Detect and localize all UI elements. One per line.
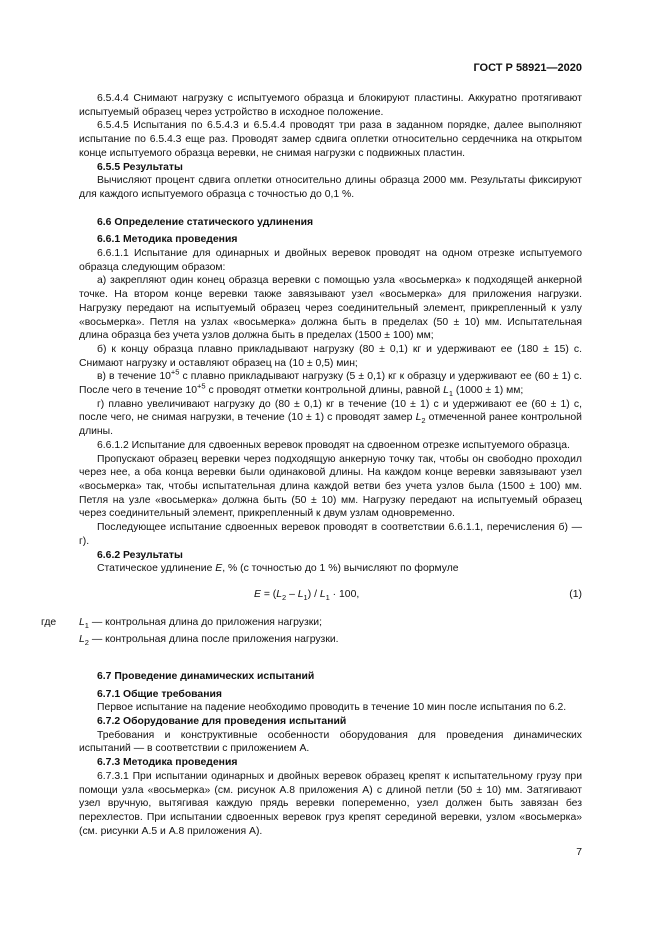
paragraph-6-5-5: Вычисляют процент сдвига оплетки относительно длины образца 2000 мм. Результаты фиксируют для каждого испытуемого образца с точностью до 0,1 %. xyxy=(79,175,582,200)
heading-6-7: 6.7 Проведение динамических испытаний xyxy=(97,670,315,682)
heading-6-6: 6.6 Определение статического удлинения xyxy=(97,216,314,228)
formula-expression: $E = (L_2 - L_1) / L_1 \cdot 100$, xyxy=(254,588,360,602)
page-content xyxy=(41,92,582,838)
heading-6-6-1: 6.6.1 Методика проведения xyxy=(97,234,238,246)
paragraph-item-g: г) плавно увеличивают нагрузку до (80 ± 0,1) кг в течение (10 ± 1) с и удерживают ее (60 ± 1) с, после чего, не снимая нагрузки, в течение (10 ± 1) с проводят замер $L_2$ отмеченной ранее контрольной длины. xyxy=(79,398,582,438)
paragraph-6-7-2: Требования и конструктивные особенности оборудования для проведения динамических испытаний — в соответствии с приложением А. xyxy=(79,729,582,755)
paragraph-item-b: б) к концу образца плавно прикладывают нагрузку (80 ± 0,1) кг и удерживают ее (180 ± 15) с. Снимают нагрузку и оставляют образец на (10 ± 0,5) мин; xyxy=(79,343,582,369)
formula-legend xyxy=(41,616,582,650)
standard-header: ГОСТ Р 58921—2020 xyxy=(473,62,582,74)
paragraph-6-6-1-2-body: Пропускают образец веревки через подходящую анкерную точку так, чтобы он свободно проходил через нее, а оба конца веревки были одинаковой длины. На каждом конце веревки завязывают узел «восьмерка» так, чтобы испытательная длина каждой ветви без учета узлов была (1500 ± 100) мм. Петля на узле «восьмерка» должна быть (50 ± 10) мм. Нагрузку передают на испытуемый образец через соединительный элемент, прикрепленный к двум узлам одновременно. xyxy=(79,453,582,520)
paragraph-6-5-4-5: 6.5.4.5 Испытания по 6.5.4.3 и 6.5.4.4 проводят три раза в заданном порядке, далее выполняют испытание по 6.5.4.3 еще раз. Проводят замер сдвига оплетки относительно сердечника на открытом конце испытуемого образца веревки, не снимая нагрузки с подвижных пластин. xyxy=(79,120,582,159)
legend-row-l1: где $L_1$ — контрольная длина до приложения нагрузки; xyxy=(41,616,322,630)
heading-6-5-5: 6.5.5 Результаты xyxy=(97,161,183,173)
paragraph-6-6-1-1: 6.6.1.1 Испытание для одинарных и двойных веревок проводят на одном отрезке испытуемого образца следующим образом: xyxy=(79,248,582,273)
legend-row-l2: $L_2$ — контрольная длина после приложения нагрузки. xyxy=(79,633,339,647)
heading-6-6-2: 6.6.2 Результаты xyxy=(97,549,183,561)
legend-where-word: где xyxy=(41,616,57,628)
paragraph-6-5-4-4: 6.5.4.4 Снимают нагрузку с испытуемого образца и блокируют пластины. Аккуратно протягивают испытуемый образец через устройство в исходное положение. xyxy=(79,93,582,118)
paragraph-item-v: в) в течение $10^{+5}$ с плавно прикладывают нагрузку (5 ± 0,1) кг к образцу и удерживают ее (60 ± 1) с. После чего в течение $10^{+5}$ с проводят отметки контрольной длины, равной $L_1$ (1000 ± 1) мм; xyxy=(79,367,582,399)
paragraph-6-6-1-2-tail: Последующее испытание сдвоенных веревок проводят в соответствии 6.6.1.1, перечисления б) — г). xyxy=(79,522,582,547)
paragraph-6-7-3-1: 6.7.3.1 При испытании одинарных и двойных веревок образец крепят к испытательному грузу при помощи узла «восьмерка» (см. рисунок А.8 приложения А) с длиной петли (50 ± 10) мм. Затягивают узел вручную, вытягивая каждую прядь веревки попеременно, узел должен быть завязан без перехлестов. При испытании сдвоенных веревок груз крепят серединой веревки, узлом «восьмерка» (см. рисунки А.5 и А.8 приложения А). xyxy=(79,770,582,837)
page-number: 7 xyxy=(576,847,582,858)
paragraph-6-6-1-2: 6.6.1.2 Испытание для сдвоенных веревок проводят на сдвоенном отрезке испытуемого образца. xyxy=(97,439,570,451)
heading-6-7-2: 6.7.2 Оборудование для проведения испытаний xyxy=(97,716,347,728)
paragraph-6-6-2: Статическое удлинение E, % (с точностью до 1 %) вычисляют по формуле xyxy=(97,563,459,575)
heading-6-7-1: 6.7.1 Общие требования xyxy=(97,688,222,700)
paragraph-6-7-1: Первое испытание на падение необходимо проводить в течение 10 мин после испытания по 6.2. xyxy=(97,702,567,714)
heading-6-7-3: 6.7.3 Методика проведения xyxy=(97,757,238,769)
formula-1 xyxy=(79,588,582,604)
paragraph-item-a: а) закрепляют один конец образца веревки с помощью узла «восьмерка» к подходящей анкерной точке. На втором конце веревки также завязывают узел «восьмерка» для приложения нагрузки. Нагрузку передают на испытуемый образец через соединительный элемент, прикрепленный к узлу «восьмерка». Петля на узлах «восьмерка» должна быть в пределах (50 ± 10) мм. Испытательная длина образца без учета узлов должна быть в пределах (1500 ± 100) мм; xyxy=(79,275,582,342)
formula-number: (1) xyxy=(569,588,582,600)
